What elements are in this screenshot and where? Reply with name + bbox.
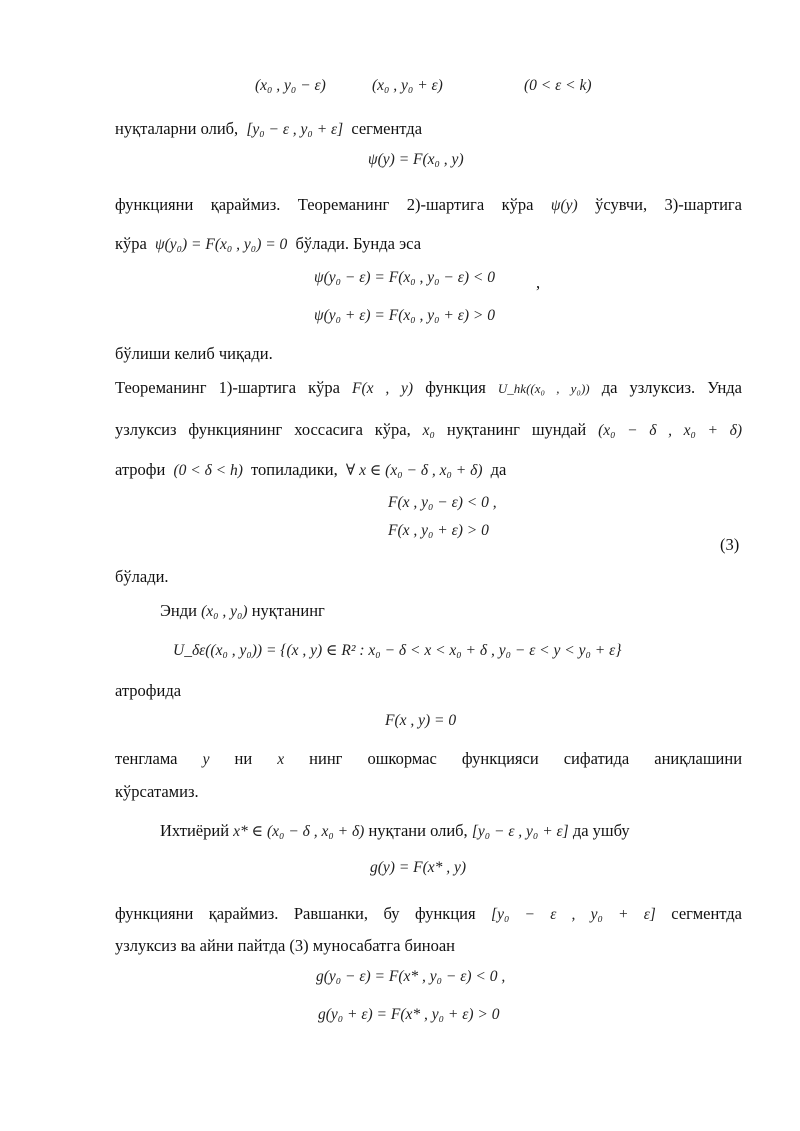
text-line <box>115 748 742 771</box>
formula-F: F(x , y) <box>352 380 414 397</box>
text-line <box>115 194 742 217</box>
text-fragment: нуқтани олиб, <box>368 821 468 840</box>
equation-number: (3) <box>720 535 740 554</box>
text-fragment: ўсувчи, 3)-шартига <box>595 195 742 214</box>
text-line <box>115 233 800 256</box>
formula-segment: [y₀ − ε , y₀ + ε] <box>471 823 569 840</box>
text-line <box>115 903 742 926</box>
formula-epsilon-range: (0 < ε < k) <box>524 77 592 94</box>
text-fragment: функцияни қараймиз. Теореманинг 2)-шартига кўра <box>115 195 534 214</box>
text-fragment: узлуксиз ва айни пайтда (3) муносабатга биноан <box>115 936 456 955</box>
text-fragment: бўлади. <box>115 567 169 586</box>
text-fragment: кўрсатамиз. <box>115 782 199 801</box>
text-line <box>160 600 800 623</box>
text-fragment: топиладики, <box>251 460 338 479</box>
text-fragment: кўра <box>115 234 147 253</box>
text-fragment: сегментда <box>351 119 423 138</box>
formula-point-upper: (x₀ , y₀ + ε) <box>372 77 443 94</box>
text-fragment: функция <box>414 904 476 923</box>
formula-psi-zero: ψ(y₀) = F(x₀ , y₀) = 0 <box>154 236 288 253</box>
text-fragment: нинг <box>309 749 343 768</box>
formula-g-lower: g(y₀ − ε) = F(x* , y₀ − ε) < 0 , <box>316 968 506 985</box>
formula-equation: F(x , y) = 0 <box>385 712 457 729</box>
text-line <box>115 343 800 365</box>
text-line <box>115 419 742 442</box>
formula-F-lower: F(x , y₀ − ε) < 0 , <box>388 494 497 511</box>
text-fragment: бу <box>383 904 400 923</box>
formula-F-upper: F(x , y₀ + ε) > 0 <box>388 522 489 539</box>
text-fragment: атрофида <box>115 681 182 700</box>
text-fragment: да узлуксиз. Унда <box>601 378 743 397</box>
text-fragment: Ихтиёрий <box>160 821 230 840</box>
formula-g-upper: g(y₀ + ε) = F(x* , y₀ + ε) > 0 <box>318 1006 500 1023</box>
text-line <box>160 820 800 843</box>
formula-segment: [y₀ − ε , y₀ + ε] <box>491 906 656 923</box>
text-line <box>115 680 800 702</box>
formula-g-definition: g(y) = F(x* , y) <box>370 859 467 876</box>
formula-delta-range: (0 < δ < h) <box>173 462 243 479</box>
formula-x: x <box>277 751 285 768</box>
text-fragment: Равшанки, <box>293 904 368 923</box>
text-fragment: сегментда <box>671 904 743 923</box>
text-fragment: атрофи <box>115 460 166 479</box>
formula-point-lower: (x₀ , y₀ − ε) <box>255 77 326 94</box>
text-fragment: тенглама <box>115 749 178 768</box>
text-line <box>115 935 800 957</box>
formula-psi: ψ(y) <box>550 197 578 214</box>
formula-psi-upper: ψ(y₀ + ε) = F(x₀ , y₀ + ε) > 0 <box>314 307 495 324</box>
text-fragment: қараймиз. <box>208 904 279 923</box>
text-line <box>115 118 800 141</box>
text-fragment: бўлиши келиб чиқади. <box>115 344 273 363</box>
text-fragment: функция <box>425 378 486 397</box>
text-fragment: да ушбу <box>572 821 630 840</box>
text-fragment: да <box>490 460 507 479</box>
text-fragment: Теореманинг 1)-шартига кўра <box>115 378 340 397</box>
formula-delta-interval: (x₀ − δ , x₀ + δ) <box>598 422 743 439</box>
text-fragment: ошкормас <box>367 749 437 768</box>
text-fragment: аниқлашини <box>654 749 743 768</box>
text-fragment: нуқтанинг шундай <box>446 420 587 439</box>
text-fragment: нуқталарни олиб, <box>115 119 239 138</box>
text-fragment: Энди <box>160 601 197 620</box>
text-line <box>115 566 800 588</box>
formula-psi-lower: ψ(y₀ − ε) = F(x₀ , y₀ − ε) < 0 <box>314 269 495 286</box>
text-line <box>115 459 800 482</box>
formula-for-all-x: ∀ x ∈ (x₀ − δ , x₀ + δ) <box>345 462 483 479</box>
formula-y: y <box>202 751 210 768</box>
formula-neighborhood-definition: U_δε((x₀ , y₀)) = {(x , y) ∈ R² : x₀ − δ < x < x₀ + δ , y₀ − ε < y < y₀ + ε} <box>173 642 622 659</box>
formula-x0: x₀ <box>422 422 435 439</box>
formula-neighborhood: U_hk((x₀ , y₀)) <box>497 381 590 396</box>
text-line <box>115 781 800 803</box>
text-fragment: узлуксиз функциянинг хоссасига кўра, <box>115 420 411 439</box>
formula-segment: [y₀ − ε , y₀ + ε] <box>246 121 344 138</box>
text-line <box>115 377 742 400</box>
text-fragment: ни <box>234 749 253 768</box>
text-fragment: сифатида <box>563 749 630 768</box>
formula-x-star-interval: x* ∈ (x₀ − δ , x₀ + δ) <box>233 823 365 840</box>
text-fragment: бўлади. Бунда эса <box>295 234 422 253</box>
formula-point: (x₀ , y₀) <box>201 603 248 620</box>
text-fragment: функцияси <box>461 749 539 768</box>
text-fragment: функцияни <box>115 904 194 923</box>
formula-psi-definition: ψ(y) = F(x₀ , y) <box>368 151 464 168</box>
comma: , <box>536 273 541 292</box>
text-fragment: нуқтанинг <box>251 601 325 620</box>
